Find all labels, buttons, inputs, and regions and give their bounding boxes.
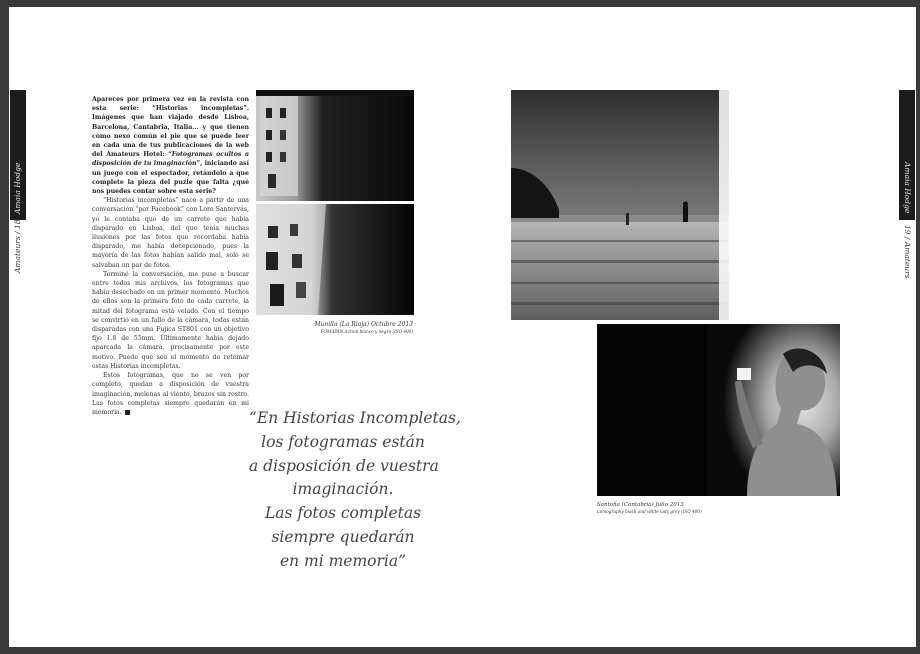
- quote-line: Las fotos completas: [264, 504, 422, 523]
- quote-line: imaginación.: [292, 480, 394, 499]
- photo-munilla-bottom: [256, 204, 414, 315]
- question-text-b: , iniciando así un juego con el espectador, retándolo a que complete la pieza del puzle que falta ¿qué nos puedes contar sobre esta serie?: [92, 160, 249, 196]
- caption-santona-film: Lomography black and white lady grey (ISO 400): [597, 509, 702, 514]
- quote-line: siempre quedarán: [271, 527, 415, 546]
- caption-munilla: [309, 321, 413, 328]
- end-mark: [125, 410, 130, 415]
- question-text-a: Apareces por primera vez en la revista con esta serie: “Historias incompletas”. Imágenes que han viajado desde Lisboa, Barcelona, Cantabria, Italia… y que tienen como nexo común el pie que se puede leer en cada una de tus publicaciones de la web del Amateurs Hotel:: [92, 96, 249, 159]
- photo-beach: [511, 90, 729, 320]
- quote-line: en mi memoria”: [279, 551, 407, 570]
- caption-santona: Santoña (Cantabria) Julio 2013: [597, 502, 684, 508]
- question-quote: “Fotogramas ocultos a disposición de tu imaginación”: [92, 151, 250, 168]
- photo-santona: [597, 324, 840, 496]
- photo-munilla-top: [256, 90, 414, 201]
- paragraph: “Historias incompletas” nace a partir de una conversación “por Facebook” con Lore Santervás, yo le contaba que de un carrete que había disparado en Lisboa, del que tenía muchas ilusiones por las fotos que recordaba había disparado, me había decepcionado, pues la mayoría de las fotos habían salido mal, solo se salvaban un par de fotos.: [92, 197, 249, 269]
- quote-line: los fotogramas están: [261, 432, 425, 451]
- article-body: [92, 196, 249, 417]
- paragraph: Terminé la conversación, me puse a buscar entre todos mis archivos, los fotogramas que había desechado en un primer momento. Muchos de ellos son la primera foto de cada carrete, la mitad del fotograma está velado. Con el tiempo se convirtió en un fallo de la cámara, todas están disparadas con una Fujica ST801 con un objetivo fijo 1.8 de 55mm. Últimamente había dejado aparcada la cámara, precisamente por este motivo. Puede que sea el momento de retomar estas Historias incompletas.: [92, 270, 249, 370]
- quote-line: a disposición de vuestra: [249, 456, 439, 475]
- photo-santona-image: [597, 324, 840, 496]
- pull-quote: [249, 407, 461, 574]
- left-author-tab: [10, 90, 26, 220]
- paragraph-text: Estos fotogramas, que no se ven por completo, quedan a disposición de vuestra imaginación, melenas al viento, brazos sin rostro. Las fotos completas siempre quedarán en mi memoria.: [92, 372, 249, 416]
- left-author-name: Amaia Hodge: [13, 162, 22, 214]
- right-folio: 19 / Amateurs: [903, 225, 912, 279]
- quote-line: “En Historias Incompletas,: [249, 409, 461, 427]
- photo-munilla-top-image: [256, 90, 414, 201]
- interview-question: [92, 95, 249, 196]
- right-author-tab: [899, 90, 915, 220]
- article-column: [92, 95, 249, 417]
- caption-munilla-location: Munilla (La Rioja) Octubre 2013: [314, 321, 413, 328]
- photo-beach-image: [511, 90, 729, 320]
- left-folio: Amateurs / 18: [13, 219, 22, 273]
- caption-munilla-film: FOMAPAN Action blanco y negro (ISO 400): [320, 329, 413, 334]
- magazine-spread: [9, 7, 916, 647]
- paragraph: [92, 371, 249, 417]
- right-author-name: Amaia Hodge: [903, 162, 912, 214]
- photo-munilla-bottom-image: [256, 204, 414, 315]
